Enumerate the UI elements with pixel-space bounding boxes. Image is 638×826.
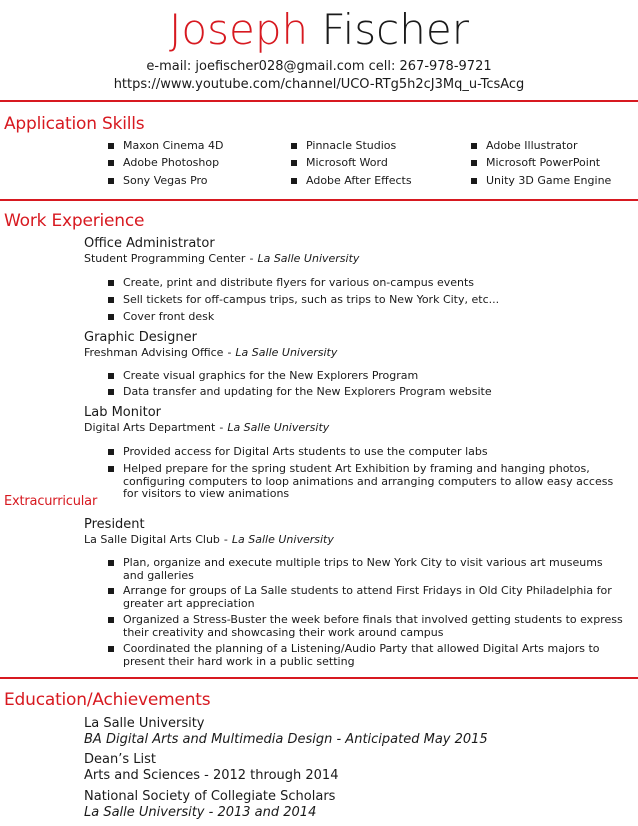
- role-bullet: Organized a Stress-Buster the week before finals that involved getting students to express their creativity and showcasing their work around campus: [108, 614, 623, 639]
- bullet-icon: [108, 389, 114, 395]
- role-bullet: Plan, organize and execute multiple trips to New York City to visit various art museums and galleries: [108, 557, 623, 582]
- bullet-icon: [291, 143, 297, 149]
- job-bullet: Create, print and distribute flyers for various on-campus events: [108, 277, 623, 290]
- skill-item: Pinnacle Studios: [291, 139, 396, 153]
- bullet-icon: [108, 160, 114, 166]
- bullet-icon: [108, 373, 114, 379]
- skill-item: Adobe Photoshop: [108, 156, 219, 170]
- job-title: Graphic Designer: [84, 330, 197, 345]
- job-bullet: Data transfer and updating for the New Explorers Program website: [108, 386, 623, 399]
- bullet-icon: [291, 178, 297, 184]
- role-organization: La Salle Digital Arts Club - La Salle University: [84, 533, 334, 546]
- bullet-icon: [108, 617, 114, 623]
- contact-line: e-mail: joefischer028@gmail.com cell: 267-978-9721: [146, 59, 492, 74]
- role-bullet: Arrange for groups of La Salle students to attend First Fridays in Old City Philadelphia for greater art appreciation: [108, 585, 623, 610]
- bullet-icon: [291, 160, 297, 166]
- job-department: Digital Arts Department - La Salle University: [84, 421, 330, 434]
- skills-divider: [0, 199, 638, 201]
- education-divider: [0, 677, 638, 679]
- job-bullet: Create visual graphics for the New Explorers Program: [108, 370, 623, 383]
- bullet-icon: [108, 143, 114, 149]
- job-bullet: Sell tickets for off-campus trips, such as trips to New York City, etc...: [108, 294, 623, 307]
- bullet-icon: [471, 143, 477, 149]
- education-entry-detail: BA Digital Arts and Multimedia Design - Anticipated May 2015: [84, 732, 488, 747]
- bullet-icon: [108, 466, 114, 472]
- skill-item: Maxon Cinema 4D: [108, 139, 224, 153]
- job-bullet: Helped prepare for the spring student Art Exhibition by framing and hanging photos, configuring computers to loop animations and arranging computers to allow easy access for visitors to view animations: [108, 463, 623, 501]
- bullet-icon: [108, 449, 114, 455]
- education-entry-title: La Salle University: [84, 716, 205, 731]
- work-section-title: Work Experience: [4, 211, 145, 231]
- skill-item: Adobe After Effects: [291, 174, 412, 188]
- bullet-icon: [108, 560, 114, 566]
- bullet-icon: [471, 160, 477, 166]
- resume-name: [0, 2, 638, 58]
- job-department: Student Programming Center - La Salle University: [84, 252, 360, 265]
- role-title: President: [84, 517, 145, 532]
- bullet-icon: [108, 280, 114, 286]
- bullet-icon: [108, 314, 114, 320]
- education-section-title: Education/Achievements: [4, 690, 211, 710]
- skill-item: Microsoft PowerPoint: [471, 156, 600, 170]
- extracurricular-section-title: Extracurricular: [4, 494, 98, 509]
- bullet-icon: [108, 646, 114, 652]
- job-bullet: Provided access for Digital Arts students to use the computer labs: [108, 446, 623, 459]
- bullet-icon: [471, 178, 477, 184]
- bullet-icon: [108, 297, 114, 303]
- job-title: Office Administrator: [84, 236, 215, 251]
- skills-section-title: Application Skills: [4, 114, 145, 134]
- role-bullet: Coordinated the planning of a Listening/Audio Party that allowed Digital Arts majors to present their hard work in a public setting: [108, 643, 623, 668]
- job-bullet: Cover front desk: [108, 311, 623, 324]
- education-entry-detail: La Salle University - 2013 and 2014: [84, 805, 317, 820]
- skill-item: Adobe Illustrator: [471, 139, 578, 153]
- bullet-icon: [108, 178, 114, 184]
- skill-item: Microsoft Word: [291, 156, 388, 170]
- job-title: Lab Monitor: [84, 405, 162, 420]
- skill-item: Sony Vegas Pro: [108, 174, 208, 188]
- education-entry-detail: Arts and Sciences - 2012 through 2014: [84, 768, 339, 783]
- bullet-icon: [108, 588, 114, 594]
- job-department: Freshman Advising Office - La Salle University: [84, 346, 338, 359]
- education-entry-title: National Society of Collegiate Scholars: [84, 789, 336, 804]
- first-name: Joseph: [169, 5, 309, 54]
- education-entry-title: Dean’s List: [84, 752, 156, 767]
- header-divider: [0, 100, 638, 102]
- last-name: Fischer: [321, 5, 469, 54]
- youtube-url[interactable]: https://www.youtube.com/channel/UCO-RTg5h2cJ3Mq_u-TcsAcg: [113, 77, 525, 92]
- skill-item: Unity 3D Game Engine: [471, 174, 611, 188]
